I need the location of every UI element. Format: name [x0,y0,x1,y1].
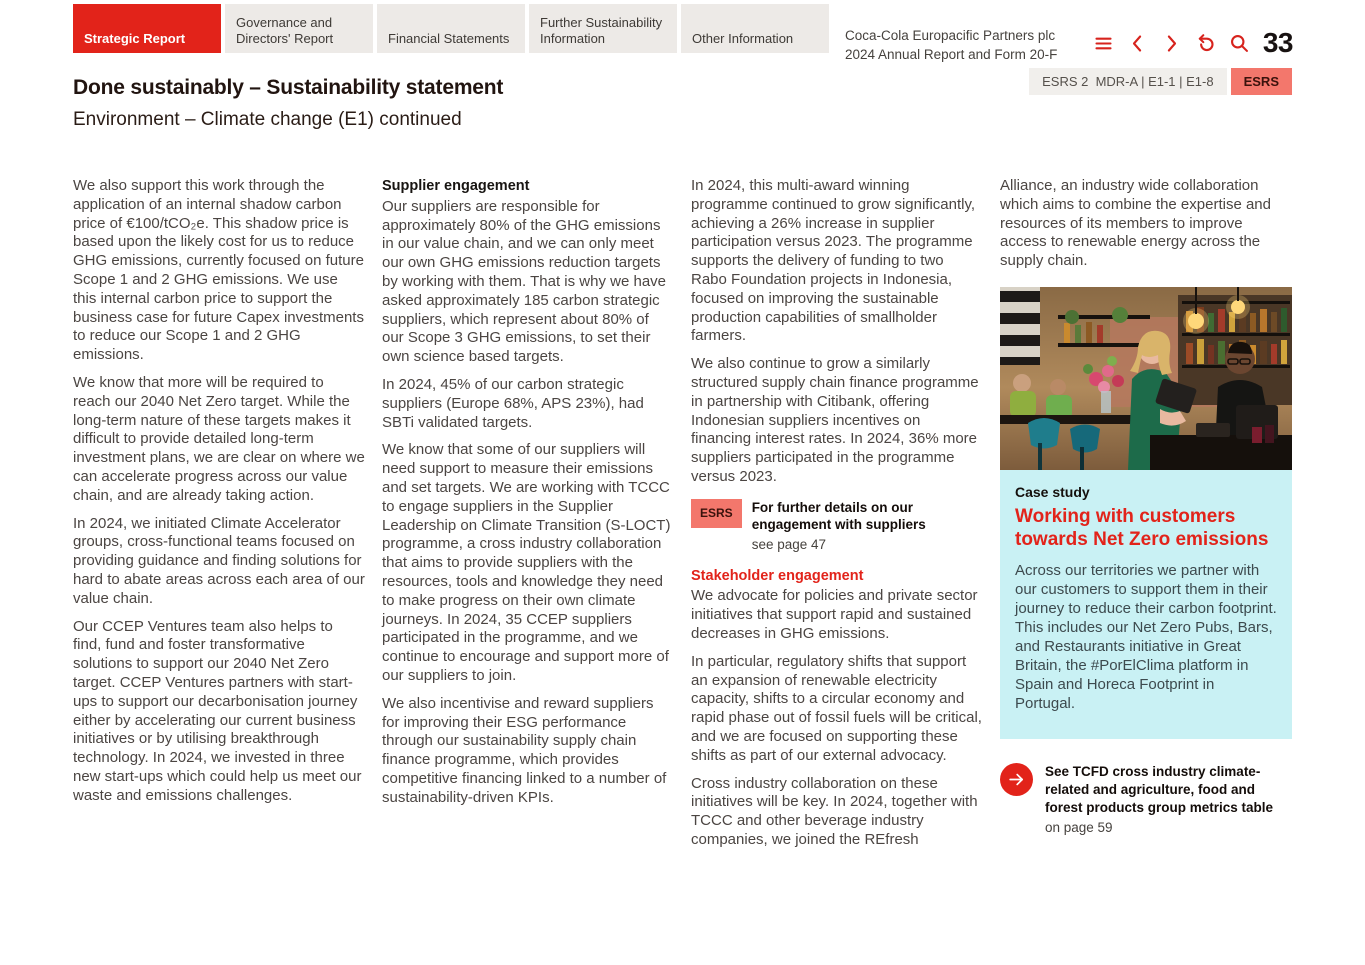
tab-label: Other Information [692,30,794,46]
paragraph: We know that more will be required to reach our 2040 Net Zero target. While the long-term nature of these targets makes it difficult to provide detailed long-term investment plans, we are clear on where we can accelerate progress across our value chain, and are already taking action. [73,373,365,504]
case-study-label: Case study [1015,483,1090,500]
column-3 [691,177,983,859]
column-4 [1000,177,1292,859]
paragraph: In 2024, we initiated Climate Accelerator groups, cross-functional teams focused on providing guidance and finding solutions for hard to abate areas across each area of our value chain. [73,514,365,607]
case-study-body: Across our territories we partner with our customers to support them in their journey to reduce their carbon footprint. This includes our Net Zero Pubs, Bars, and Restaurants initiative in Great Britain, the #PorElClima platform in Spain and Horeca Footprint in Portugal. [1015,562,1277,713]
arrow-right-icon [1000,763,1033,796]
supplier-engagement-heading: Supplier engagement [382,178,530,194]
paragraph: We also support this work through the application of an internal shadow carbon price of €100/tCO₂e. This shadow price is based upon the likely cost for us to reduce GHG emissions, currently focused on future Scope 1 and 2 GHG emissions. We use this internal carbon price to support the business case for future Capex investments to reduce our Scope 1 and 2 GHG emissions. [73,177,364,364]
brand-title [845,27,1057,65]
tab-label: Governance and Directors' Report [236,15,334,46]
paragraph: Our CCEP Ventures team also helps to find, fund and foster transformative solutions to support our 2040 Net Zero target. CCEP Ventures partners with start-ups to support our decarbonisation journey either by accelerating our current business initiatives or by utilising breakthrough technology. In 2024, we invested in three new start-ups which could help us meet our waste and emissions challenges. [73,617,362,804]
stakeholder-engagement-heading: Stakeholder engagement [691,567,864,584]
tcfd-link-bold: See TCFD cross industry climate-related and agriculture, food and forest products group metrics table [1045,764,1274,815]
paragraph: In 2024, 45% of our carbon strategic suppliers (Europe 68%, APS 23%), had SBTi validated targets. [382,375,644,431]
tcfd-link-page: on page 59 [1045,819,1113,835]
viewer-controls [1093,33,1250,54]
column-2 [382,177,674,859]
paragraph: Our suppliers are responsible for approximately 80% of the GHG emissions in our value chain, and we can only meet our own GHG emissions reduction targets by working with them. That is why we have asked approximately 185 carbon strategic suppliers, which represent about 80% of our Scope 3 GHG emissions, to set their own science based targets. [382,197,667,366]
esrs-cross-reference[interactable] [691,499,983,555]
paragraph: In particular, regulatory shifts that support an expansion of renewable electricity capacity, shifts to a circular economy and rapid phase out of fossil fuels will be critical, and we are focused on supporting these shifts as part of our external advocacy. [691,652,982,764]
paragraph: We also continue to grow a similarly structured supply chain finance programme in partnership with Citibank, offering Indonesian suppliers incentives on financing interest rates. In 2024, 36% more suppliers participated in the programme versus 2023. [691,355,979,485]
chevron-right-icon[interactable] [1161,33,1182,54]
tab-label: Further Sustainability Information [540,15,663,46]
tab-governance-directors-report[interactable] [225,4,373,53]
tab-financial-statements[interactable] [377,4,525,53]
cross-reference-text [752,499,983,555]
esrs-badge: ESRS [1231,68,1292,95]
paragraph: Cross industry collaboration on these initiatives will be key. In 2024, together with TCCC and other beverage industry companies, we joined the REfresh [691,774,978,848]
tab-label: Financial Statements [388,30,510,46]
esrs-reference-tag: ESRS 2 MDR-A | E1-1 | E1-8 [1029,68,1226,95]
body-columns [73,177,1292,859]
esrs-tag-row [1029,68,1292,95]
tab-other-information[interactable] [681,4,829,53]
case-study-heading: Working with customers towards Net Zero emissions [1015,505,1269,550]
tab-label: Strategic Report [84,30,186,46]
paragraph: In 2024, this multi-award winning programme continued to grow significantly, achieving a 26% increase in supplier participation versus 2023. The programme supports the delivery of funding to two Rabo Foundation projects in Indonesia, focused on improving the sustainable production capabilities of smallholder farmers. [691,177,976,345]
tab-further-sustainability-information[interactable] [529,4,677,53]
cross-reference-page: see page 47 [751,536,827,552]
case-study-photo [1000,287,1292,470]
tcfd-metrics-link[interactable] [1000,763,1292,837]
undo-icon[interactable] [1195,33,1216,54]
paragraph: Alliance, an industry wide collaboration which aims to combine the expertise and resources of its members to improve access to renewable energy across the supply chain. [1000,177,1271,270]
search-icon[interactable] [1229,33,1250,54]
tcfd-link-text [1045,763,1292,837]
paragraph: We advocate for policies and private sector initiatives that support rapid and sustained decreases in GHG emissions. [691,587,978,643]
section-tabs [73,4,829,53]
page-title: Done sustainably – Sustainability statement [73,76,504,100]
menu-icon[interactable] [1093,33,1114,54]
brand-line-1: Coca-Cola Europacific Partners plc [845,28,1056,43]
column-1 [73,177,365,859]
esrs-mini-badge: ESRS [691,499,742,528]
tab-strategic-report[interactable] [73,4,221,53]
case-study-card [1000,470,1292,739]
chevron-left-icon[interactable] [1127,33,1148,54]
brand-line-2: 2024 Annual Report and Form 20-F [845,46,1058,62]
paragraph: We know that some of our suppliers will need support to measure their emissions and set targets. We are working with TCCC to engage suppliers in the Supplier Leadership on Climate Transition (S-LOCT) programme, a cross industry collaboration that aims to provide suppliers with the resources, tools and knowledge they need to make progress on their own climate journeys. In 2024, 35 CCEP suppliers participated in the programme, and we continue to encourage and support more of our suppliers to join. [382,441,671,684]
page-subtitle: Environment – Climate change (E1) continued [73,108,462,130]
page-number: 33 [1262,27,1293,58]
paragraph: We also incentivise and reward suppliers for improving their ESG performance through our sustainability supply chain finance programme, which provides competitive financing linked to a number of sustainability-driven KPIs. [382,694,667,806]
cross-reference-bold: For further details on our engagement with suppliers [751,499,926,533]
